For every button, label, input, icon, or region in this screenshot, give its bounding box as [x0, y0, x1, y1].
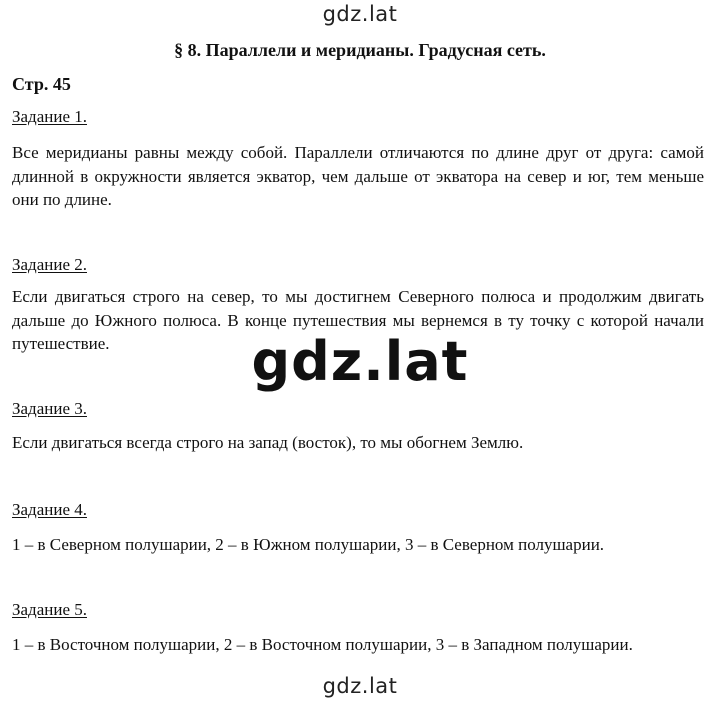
task-2-text: Если двигаться строго на север, то мы достигнем Северного полюса и продолжим двигать дальше до Южного полюса. В конце путешествия мы вернемся в ту точку с которой начали путешествие.	[12, 287, 704, 353]
task-5-label: Задание 5.	[12, 600, 87, 619]
watermark-top: gdz.lat	[322, 2, 398, 26]
task-1-text: Все меридианы равны между собой. Параллели отличаются по длине друг от друга: самой длинной в окружности является экватор, чем дальше от экватора на север и юг, тем меньше они по длине.	[12, 143, 704, 209]
task-2-label: Задание 2.	[12, 255, 87, 274]
task-4-text: 1 – в Северном полушарии, 2 – в Южном полушарии, 3 – в Северном полушарии.	[12, 535, 605, 554]
task-4-label: Задание 4.	[12, 500, 87, 519]
watermark-bottom: gdz.lat	[322, 674, 398, 698]
page-title: § 8. Параллели и меридианы. Градусная сеть.	[174, 40, 546, 60]
task-3-text: Если двигаться всегда строго на запад (восток), то мы обогнем Землю.	[12, 433, 524, 452]
task-3-label: Задание 3.	[12, 399, 87, 418]
task-1-label: Задание 1.	[12, 107, 87, 126]
watermark-center: gdz.lat	[251, 330, 469, 393]
page-number-label: Стр. 45	[12, 74, 71, 94]
task-5-text: 1 – в Восточном полушарии, 2 – в Восточном полушарии, 3 – в Западном полушарии.	[12, 635, 633, 654]
